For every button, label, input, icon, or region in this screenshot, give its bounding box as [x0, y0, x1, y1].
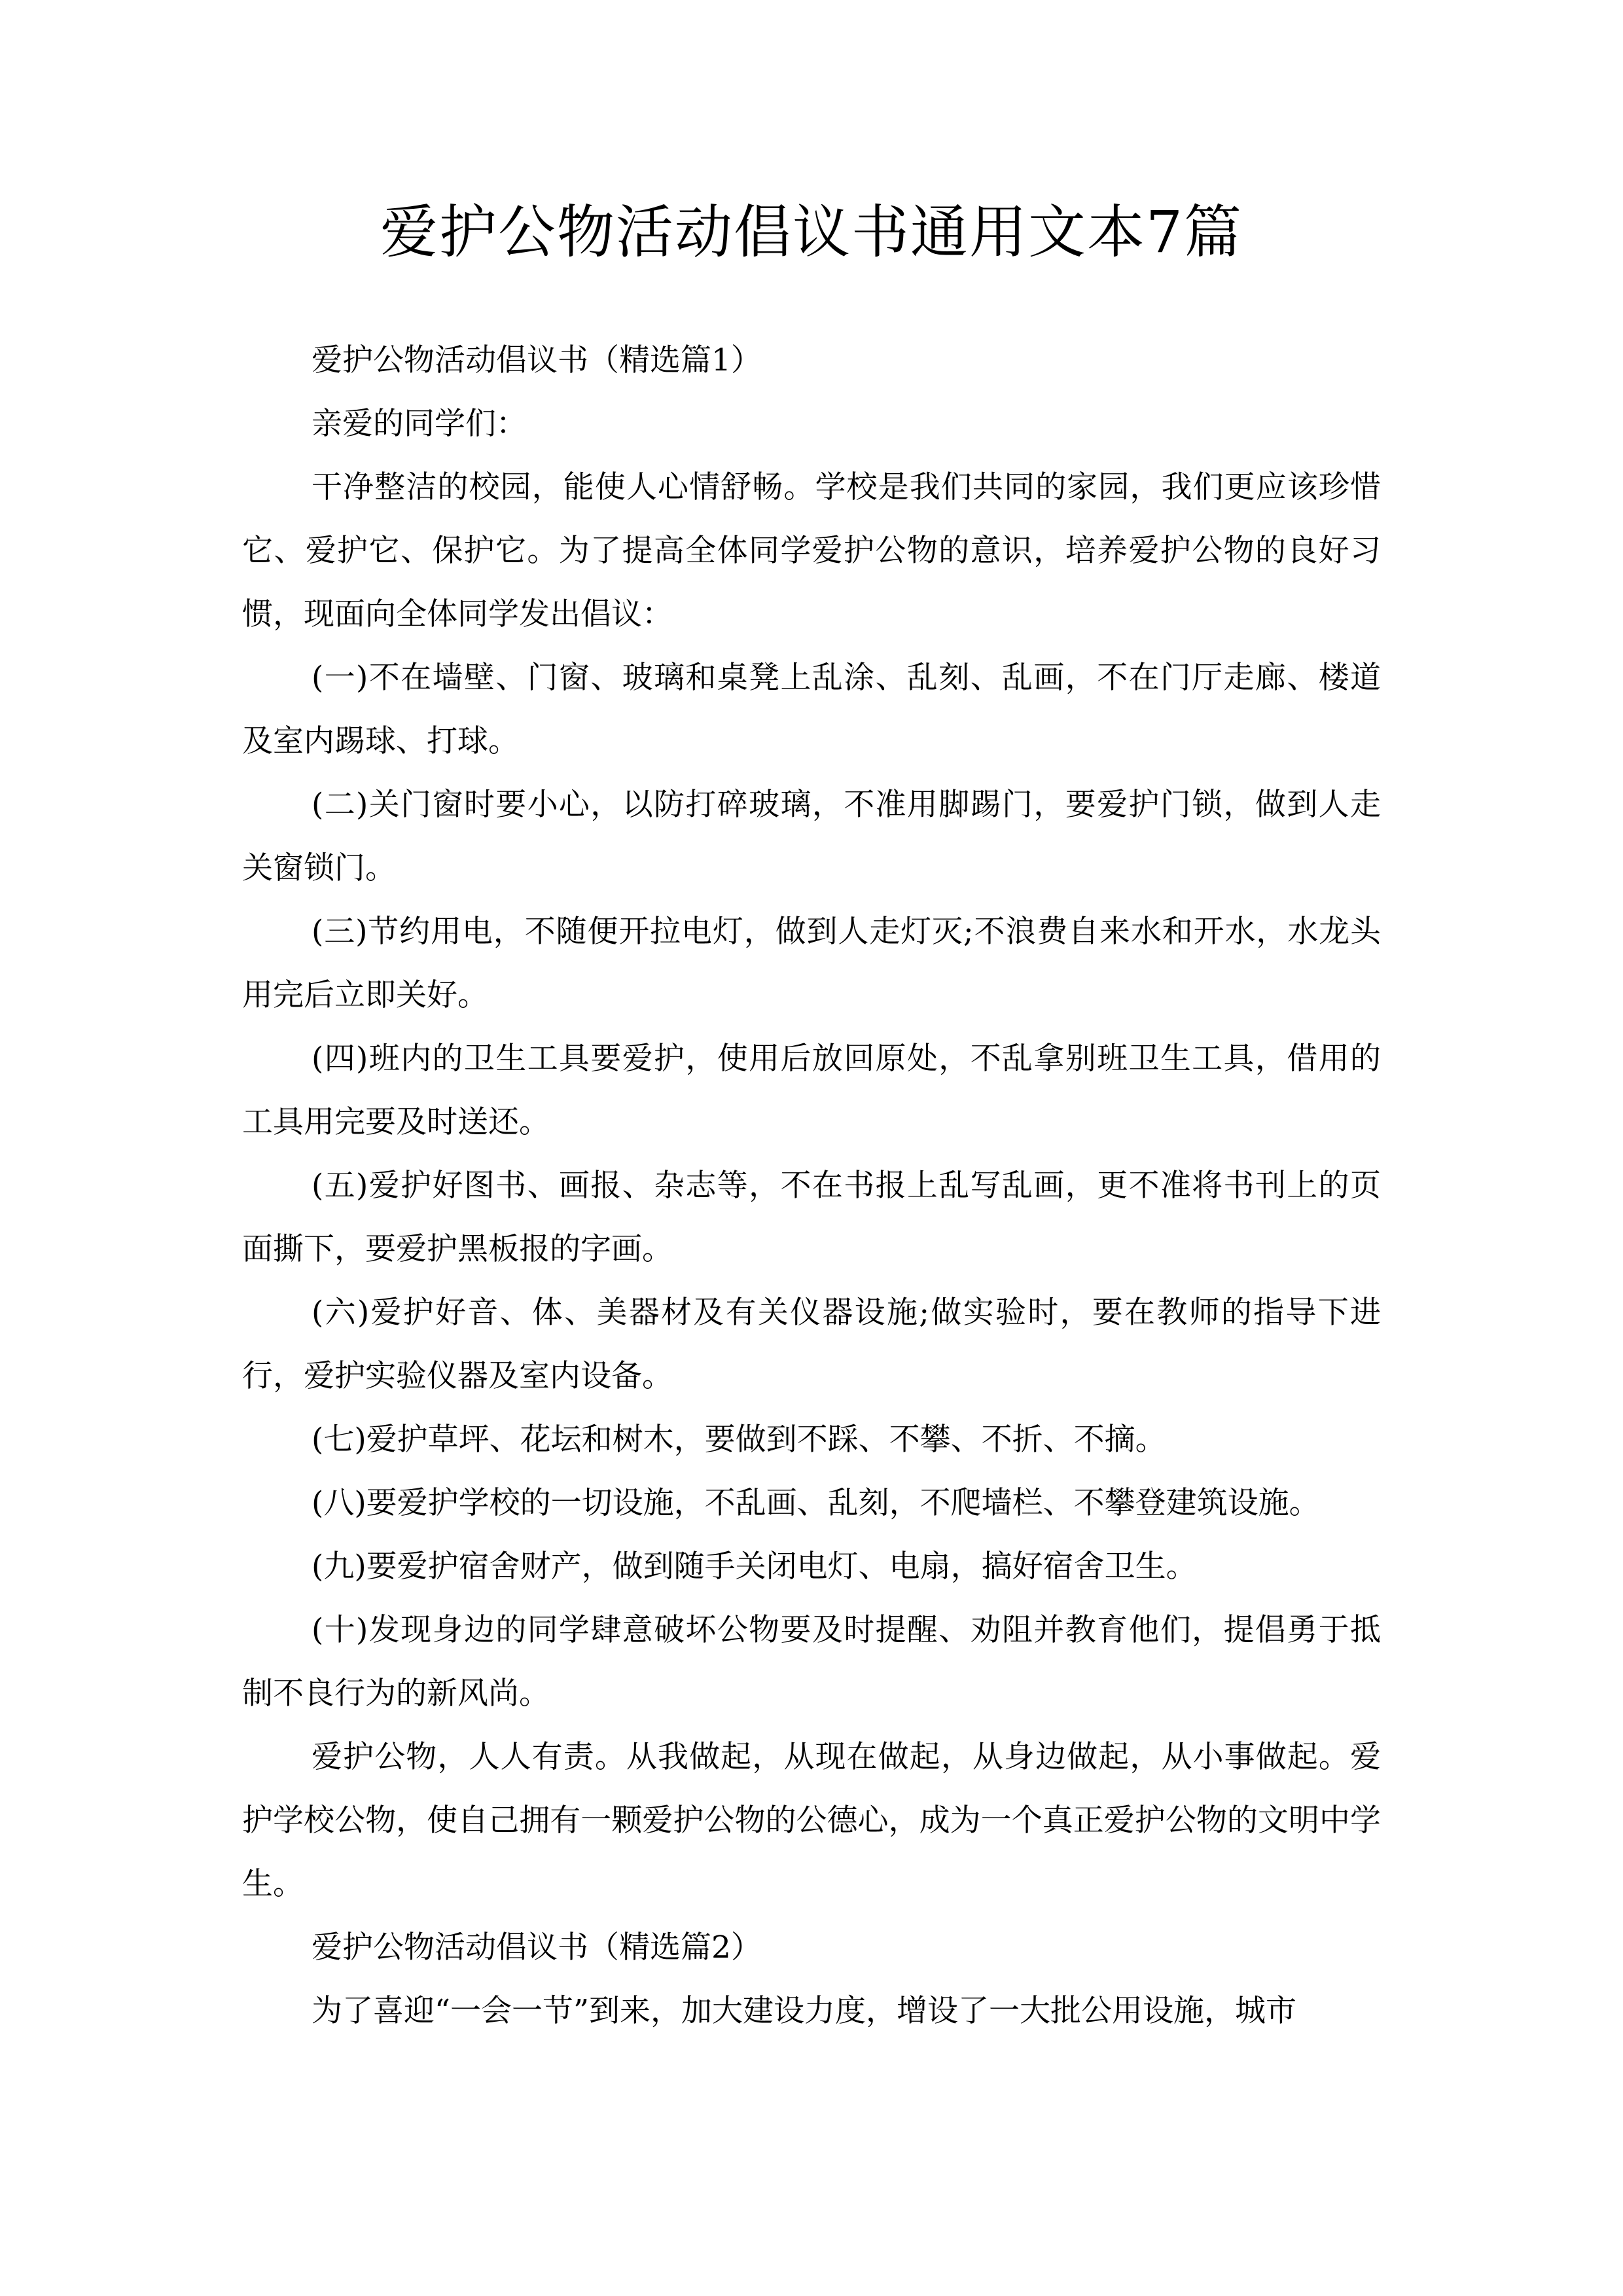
section-heading: 爱护公物活动倡议书（精选篇1）: [312, 342, 762, 378]
document-page: [242, 196, 1381, 2043]
section-2: [242, 1916, 1381, 2043]
proposal-item-5: (五)爱护好图书、画报、杂志等，不在书报上乱写乱画，更不准将书刊上的页面撕下，要爱护黑板报的字画。: [242, 1168, 1381, 1267]
intro-paragraph: 干净整洁的校园，能使人心情舒畅。学校是我们共同的家园，我们更应该珍惜它、爱护它、保护它。为了提高全体同学爱护公物的意识，培养爱护公物的良好习惯，现面向全体同学发出倡议：: [242, 469, 1381, 632]
proposal-item-2: (二)关门窗时要小心，以防打碎玻璃，不准用脚踢门，要爱护门锁，做到人走关窗锁门。: [242, 787, 1381, 886]
proposal-item-6: (六)爱护好音、体、美器材及有关仪器设施;做实验时，要在教师的指导下进行，爱护实验仪器及室内设备。: [242, 1295, 1381, 1394]
section-heading: 爱护公物活动倡议书（精选篇2）: [312, 1929, 762, 1965]
document-title: 爱护公物活动倡议书通用文本7篇: [380, 198, 1243, 266]
proposal-item-4: (四)班内的卫生工具要爱护，使用后放回原处，不乱拿别班卫生工具，借用的工具用完要及时送还。: [242, 1041, 1381, 1140]
intro-paragraph: 为了喜迎“一会一节”到来，加大建设力度，增设了一大批公用设施，城市: [312, 1993, 1297, 2029]
proposal-item-9: (九)要爱护宿舍财产，做到随手关闭电灯、电扇，搞好宿舍卫生。: [312, 1549, 1197, 1585]
salutation: 亲爱的同学们：: [312, 406, 527, 442]
proposal-item-7: (七)爱护草坪、花坛和树木，要做到不踩、不攀、不折、不摘。: [312, 1422, 1166, 1458]
proposal-item-10: (十)发现身边的同学肆意破坏公物要及时提醒、劝阻并教育他们，提倡勇于抵制不良行为的新风尚。: [242, 1612, 1381, 1712]
closing-paragraph: 爱护公物，人人有责。从我做起，从现在做起，从身边做起，从小事做起。爱护学校公物，使自己拥有一颗爱护公物的公德心，成为一个真正爱护公物的文明中学生。: [242, 1739, 1381, 1902]
proposal-item-1: (一)不在墙壁、门窗、玻璃和桌凳上乱涂、乱刻、乱画，不在门厅走廊、楼道及室内踢球、打球。: [242, 660, 1381, 759]
proposal-item-8: (八)要爱护学校的一切设施，不乱画、乱刻，不爬墙栏、不攀登建筑设施。: [312, 1485, 1320, 1521]
proposal-item-3: (三)节约用电，不随便开拉电灯，做到人走灯灭;不浪费自来水和开水，水龙头用完后立即关好。: [242, 914, 1381, 1013]
section-1: [242, 329, 1381, 1916]
